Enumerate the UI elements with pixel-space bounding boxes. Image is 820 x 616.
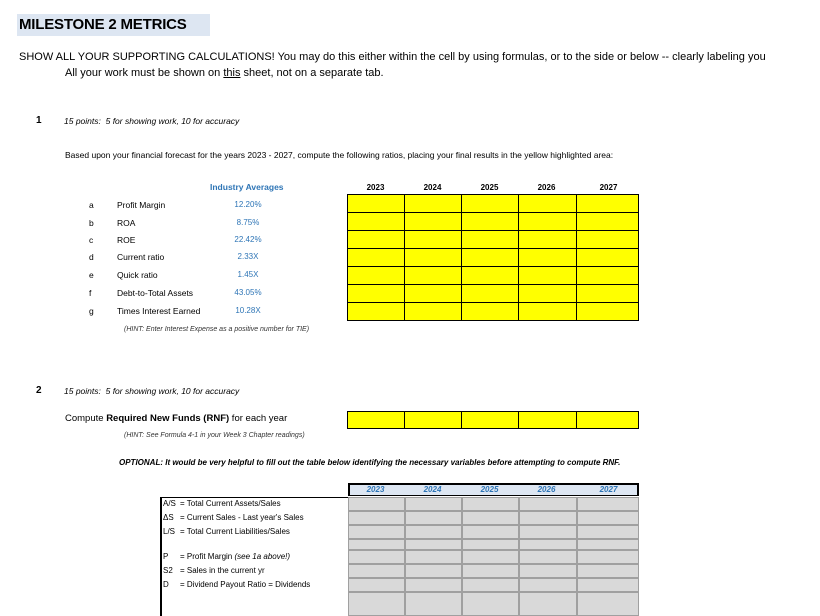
row-letter-e: e [89, 270, 94, 280]
year-header-2023: 2023 [366, 183, 385, 192]
ratio-label-profit-margin: Profit Margin [117, 200, 166, 210]
variable-cell-r0-2026[interactable] [519, 497, 577, 511]
ratio-cell-a-2026[interactable] [518, 194, 577, 213]
ratio-cell-f-2026[interactable] [518, 284, 577, 303]
variable-cell-r1-2025[interactable] [462, 511, 519, 525]
var-definition: = Sales in the current yr [180, 566, 265, 575]
variable-cell-r4-2025[interactable] [462, 550, 519, 564]
ratio-cell-g-2026[interactable] [518, 302, 577, 321]
variable-cell-r3-2026[interactable] [519, 539, 577, 550]
ratio-label-current-ratio: Current ratio [117, 252, 165, 262]
industry-avg-roe: 22.42% [234, 235, 262, 244]
variable-cell-r7-2025[interactable] [462, 592, 519, 616]
variable-cell-r4-2023[interactable] [348, 550, 405, 564]
ratio-cell-d-2026[interactable] [518, 248, 577, 267]
variable-cell-r2-2026[interactable] [519, 525, 577, 539]
ratio-cell-b-2025[interactable] [461, 212, 519, 231]
ratio-cell-b-2026[interactable] [518, 212, 577, 231]
variable-cell-r3-2025[interactable] [462, 539, 519, 550]
q2-points-label: 15 points: [64, 386, 101, 396]
question-1-prompt: Based upon your financial forecast for the years 2023 - 2027, compute the following ratios, placing your final results in the yellow highlighted area: [65, 150, 614, 160]
variable-cell-r4-2027[interactable] [577, 550, 639, 564]
ratio-cell-e-2025[interactable] [461, 266, 519, 285]
ratio-cell-f-2023[interactable] [347, 284, 405, 303]
ratio-cell-d-2025[interactable] [461, 248, 519, 267]
var-year-2027: 2027 [599, 485, 618, 494]
rnf-prompt-suffix: for each year [229, 413, 288, 424]
rnf-cell-2027[interactable] [576, 411, 639, 429]
ratio-cell-a-2023[interactable] [347, 194, 405, 213]
ratio-cell-e-2026[interactable] [518, 266, 577, 285]
rnf-prompt-prefix: Compute [65, 413, 107, 424]
var-row-a-s [163, 499, 281, 508]
question-1-points [64, 116, 239, 126]
ratio-cell-b-2027[interactable] [576, 212, 639, 231]
ratio-label-debt-to-total-assets: Debt-to-Total Assets [117, 288, 194, 298]
row-letter-b: b [89, 218, 94, 228]
ratio-cell-b-2023[interactable] [347, 212, 405, 231]
variable-cell-r0-2023[interactable] [348, 497, 405, 511]
variable-cell-r7-2024[interactable] [405, 592, 462, 616]
variable-cell-r3-2024[interactable] [405, 539, 462, 550]
var-definition: = Total Current Liabilities/Sales [180, 527, 290, 536]
var-symbol: L/S [163, 527, 176, 536]
var-symbol: ΔS [163, 513, 174, 522]
rnf-cell-2025[interactable] [461, 411, 519, 429]
var-symbol: P [163, 552, 169, 561]
variable-cell-r5-2027[interactable] [577, 564, 639, 578]
ratio-cell-d-2023[interactable] [347, 248, 405, 267]
var-definition-italic: (see 1a above!) [234, 552, 291, 561]
variable-cell-r5-2025[interactable] [462, 564, 519, 578]
row-letter-a: a [89, 200, 94, 210]
variable-cell-r3-2027[interactable] [577, 539, 639, 550]
variable-cell-r4-2024[interactable] [405, 550, 462, 564]
ratio-cell-d-2024[interactable] [404, 248, 462, 267]
var-year-2025: 2025 [480, 485, 499, 494]
instructions-line-2-suffix: sheet, not on a separate tab. [240, 67, 384, 79]
industry-avg-roa: 8.75% [236, 218, 260, 227]
variable-cell-r7-2026[interactable] [519, 592, 577, 616]
q2-points-detail: 5 for showing work, 10 for accuracy [105, 386, 240, 396]
variable-cell-r4-2026[interactable] [519, 550, 577, 564]
variable-cell-r0-2024[interactable] [405, 497, 462, 511]
ratio-cell-d-2027[interactable] [576, 248, 639, 267]
page-title: MILESTONE 2 METRICS [19, 16, 187, 33]
variable-cell-r5-2026[interactable] [519, 564, 577, 578]
row-letter-f: f [89, 288, 92, 298]
year-header-2026: 2026 [537, 183, 556, 192]
ratio-cell-e-2027[interactable] [576, 266, 639, 285]
row-letter-c: c [89, 235, 94, 245]
variable-cell-r1-2024[interactable] [405, 511, 462, 525]
variable-cell-r2-2023[interactable] [348, 525, 405, 539]
instructions-line-2 [65, 67, 384, 79]
ratio-cell-a-2027[interactable] [576, 194, 639, 213]
rnf-cell-2023[interactable] [347, 411, 405, 429]
industry-avg-quick-ratio: 1.45X [237, 270, 259, 279]
var-symbol: S2 [163, 566, 173, 575]
var-row-l-s [163, 527, 290, 536]
var-definition [180, 552, 290, 561]
variable-cell-r2-2027[interactable] [577, 525, 639, 539]
industry-avg-current-ratio: 2.33X [237, 252, 259, 261]
rnf-cell-2026[interactable] [518, 411, 577, 429]
instructions-line-1: SHOW ALL YOUR SUPPORTING CALCULATIONS! You may do this either within the cell by using formulas, or to the side or below -- clearly labeling you [19, 51, 766, 63]
optional-note: OPTIONAL: It would be very helpful to fill out the table below identifying the necessary variables before attempting to compute RNF. [119, 458, 621, 467]
ratio-cell-g-2024[interactable] [404, 302, 462, 321]
variable-cell-r5-2023[interactable] [348, 564, 405, 578]
variable-cell-r7-2027[interactable] [577, 592, 639, 616]
variable-cell-r6-2025[interactable] [462, 578, 519, 592]
year-header-2027: 2027 [599, 183, 618, 192]
variable-cell-r1-2023[interactable] [348, 511, 405, 525]
var-row-d [163, 580, 310, 589]
ratio-cell-c-2026[interactable] [518, 230, 577, 249]
var-symbol: D [163, 580, 169, 589]
variable-cell-r1-2027[interactable] [577, 511, 639, 525]
rnf-cell-2024[interactable] [404, 411, 462, 429]
variable-cell-r2-2024[interactable] [405, 525, 462, 539]
variable-cell-r5-2024[interactable] [405, 564, 462, 578]
ratio-label-roa: ROA [117, 218, 136, 228]
variable-cell-r0-2027[interactable] [577, 497, 639, 511]
rnf-prompt-bold: Required New Funds (RNF) [106, 413, 230, 424]
ratio-cell-c-2023[interactable] [347, 230, 405, 249]
ratio-cell-g-2027[interactable] [576, 302, 639, 321]
ratio-cell-f-2025[interactable] [461, 284, 519, 303]
rnf-hint: (HINT: See Formula 4-1 in your Week 3 Chapter readings) [124, 432, 305, 439]
var-definition: = Current Sales - Last year's Sales [180, 513, 304, 522]
ratio-cell-g-2023[interactable] [347, 302, 405, 321]
ratio-cell-f-2027[interactable] [576, 284, 639, 303]
question-1-number: 1 [36, 115, 42, 126]
ratio-cell-a-2024[interactable] [404, 194, 462, 213]
var-symbol: A/S [163, 499, 176, 508]
var-row-s2 [163, 566, 265, 575]
var-row-delta-s [163, 513, 304, 522]
industry-averages-header: Industry Averages [210, 182, 284, 192]
var-year-2026: 2026 [537, 485, 556, 494]
variable-cell-r3-2023[interactable] [348, 539, 405, 550]
year-header-2024: 2024 [423, 183, 442, 192]
variable-cell-r1-2026[interactable] [519, 511, 577, 525]
var-year-2024: 2024 [423, 485, 442, 494]
variable-cell-r6-2026[interactable] [519, 578, 577, 592]
ratio-label-times-interest-earned: Times Interest Earned [117, 306, 201, 316]
year-header-2025: 2025 [480, 183, 499, 192]
question-2-points [64, 386, 239, 396]
ratio-label-quick-ratio: Quick ratio [117, 270, 158, 280]
ratio-cell-c-2024[interactable] [404, 230, 462, 249]
variable-cell-r0-2025[interactable] [462, 497, 519, 511]
ratio-cell-c-2027[interactable] [576, 230, 639, 249]
q1-points-label: 15 points: [64, 116, 101, 126]
industry-avg-debt-to-total-assets: 43.05% [234, 288, 262, 297]
ratio-cell-e-2023[interactable] [347, 266, 405, 285]
q1-points-detail: 5 for showing work, 10 for accuracy [105, 116, 240, 126]
variable-cell-r6-2027[interactable] [577, 578, 639, 592]
variable-cell-r7-2023[interactable] [348, 592, 405, 616]
row-letter-d: d [89, 252, 94, 262]
instructions-emphasis: this [223, 67, 241, 79]
ratio-cell-a-2025[interactable] [461, 194, 519, 213]
var-definition: = Total Current Assets/Sales [180, 499, 281, 508]
variable-cell-r2-2025[interactable] [462, 525, 519, 539]
instructions-line-2-prefix: All your work must be shown on [65, 67, 224, 79]
ratio-label-roe: ROE [117, 235, 136, 245]
ratio-cell-f-2024[interactable] [404, 284, 462, 303]
var-definition: = Dividend Payout Ratio = Dividends [180, 580, 311, 589]
tie-hint: (HINT: Enter Interest Expense as a positive number for TIE) [124, 326, 310, 333]
variable-cell-r6-2023[interactable] [348, 578, 405, 592]
ratio-cell-c-2025[interactable] [461, 230, 519, 249]
question-2-number: 2 [36, 385, 42, 396]
var-year-2023: 2023 [366, 485, 385, 494]
industry-avg-profit-margin: 12.20% [234, 200, 262, 209]
industry-avg-times-interest-earned: 10.28X [235, 306, 261, 315]
ratio-cell-b-2024[interactable] [404, 212, 462, 231]
var-definition-eq: = Profit Margin [180, 552, 235, 561]
row-letter-g: g [89, 306, 94, 316]
variable-cell-r6-2024[interactable] [405, 578, 462, 592]
ratio-cell-g-2025[interactable] [461, 302, 519, 321]
ratio-cell-e-2024[interactable] [404, 266, 462, 285]
var-row-p [163, 552, 290, 561]
rnf-prompt [65, 413, 287, 424]
